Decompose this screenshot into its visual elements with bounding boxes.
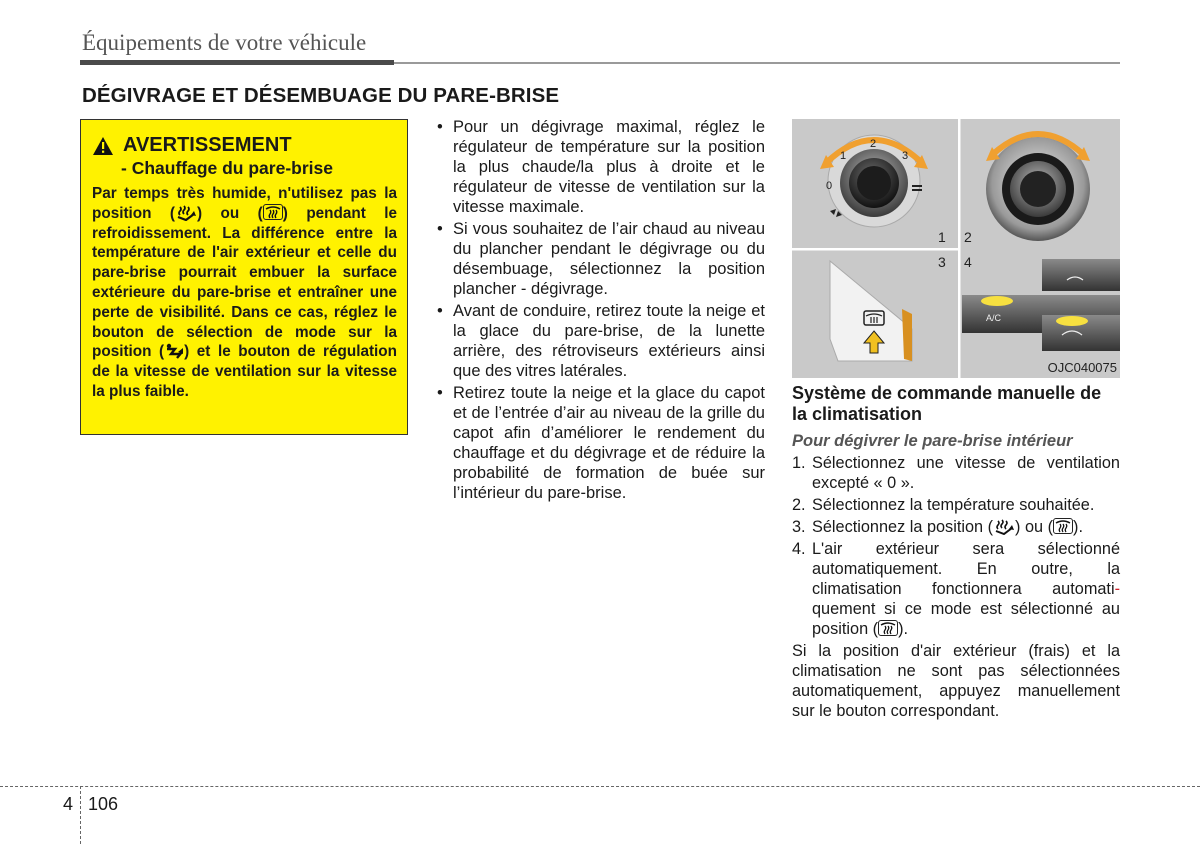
bullet-item: • Retirez toute la neige et la glace du capot et de l’entrée d’air au niveau de la grille du capot afin d’améliorer le rendement du chauffage et du dégivrage et de réduire la probabilité de formation de buée sur l’intérieur du pare-brise. — [437, 384, 765, 502]
steps-list — [792, 453, 1120, 639]
floor-defrost-mode-icon — [175, 205, 197, 221]
floor-defrost-mode-icon — [993, 519, 1015, 535]
step-item: 4. L'air extérieur sera sélectionné automatiquement. En outre, la climatisation fonctionnera automati-quement si ce mode est sélectionné au position ( ). — [792, 540, 1120, 638]
page-number: 106 — [88, 794, 119, 814]
step-number: 3. — [792, 518, 806, 536]
floor-mode-icon — [164, 343, 184, 359]
warning-box — [80, 119, 408, 435]
climate-control-figure — [792, 119, 1120, 378]
warning-heading: AVERTISSEMENT — [123, 134, 292, 156]
knob-number-1: 1 — [840, 150, 847, 162]
warning-triangle-icon — [92, 136, 114, 156]
panel-label-3: 3 — [938, 254, 946, 270]
step-item: 2. Sélectionnez la température souhaitée. — [792, 496, 1095, 514]
bullet-dot: • — [437, 384, 443, 402]
panel-label-4: 4 — [964, 254, 972, 270]
italic-heading: Pour dégivrer le pare-brise intérieur — [792, 432, 1073, 450]
header-title: Équipements de votre véhicule — [82, 30, 367, 55]
final-paragraph: Si la position d'air extérieur (frais) et la climatisation ne sont pas sélectionnées automatiquement, appuyez manuellement sur le bouton correspondant. — [792, 642, 1120, 720]
bullet-item: • Si vous souhaitez de l’air chaud au niveau du plancher pendant le dégivrage ou du désembuage, sélectionnez la position plancher - dégivrage. — [437, 220, 765, 298]
warning-body: Par temps très humide, n'utilisez pas la position ( ) ou ( ) pendant le refroidissement. La différence entre la température de l'air extérieur et celle du pare-brise pourrait embuer la surface extérieure du pare-brise et entraîner une perte de visibilité. Dans ce cas, réglez le bouton de sélection de mode sur la position ( ) et le bouton de régulation de la vitesse de ventilation sur la vitesse la plus faible. — [92, 185, 397, 400]
climate-control-illustration — [792, 119, 1120, 378]
bullet-dot: • — [437, 118, 443, 136]
right-subheading: Système de commande manuelle de la climatisation — [792, 383, 1102, 424]
knob-number-0: 0 — [826, 180, 833, 192]
step-number: 2. — [792, 496, 806, 514]
knob-number-3: 3 — [902, 150, 909, 162]
step-number: 4. — [792, 540, 806, 558]
knob-number-2: 2 — [870, 138, 877, 150]
step-item: 1. Sélectionnez une vitesse de ventilation excepté « 0 ». — [792, 454, 1120, 492]
right-column — [792, 383, 1120, 721]
bullet-dot: • — [437, 302, 443, 320]
ac-label: A/C — [986, 313, 1002, 323]
bullet-item: • Pour un dégivrage maximal, réglez le régulateur de température sur la position la plus chaude/la plus à droite et le régulateur de vitesse de ventilation sur la vitesse maximale. — [437, 118, 765, 216]
footer-dashed-divider — [80, 786, 81, 844]
defrost-mode-icon — [878, 620, 898, 636]
page-chapter: 4 — [63, 794, 74, 814]
step-item: 3. Sélectionnez la position ( ) ou ( ). — [792, 518, 1083, 536]
step-number: 1. — [792, 454, 806, 472]
footer-dashed-rule — [0, 786, 1200, 787]
hyphen-mark: - — [1114, 580, 1120, 598]
header-rule-dark — [80, 60, 394, 65]
warning-subheading: - Chauffage du pare-brise — [121, 158, 333, 178]
defrost-mode-icon — [1053, 518, 1073, 534]
panel-label-2: 2 — [964, 229, 972, 245]
figure-caption: OJC040075 — [1047, 360, 1117, 375]
defrost-mode-icon — [263, 204, 283, 220]
bullet-item: • Avant de conduire, retirez toute la neige et la glace du pare-brise, de la lunette arrière, des rétroviseurs extérieurs ainsi que des vitres latérales. — [437, 302, 765, 380]
bullet-dot: • — [437, 220, 443, 238]
middle-column — [437, 117, 765, 505]
header-rule-light — [394, 62, 1120, 64]
section-title: DÉGIVRAGE ET DÉSEMBUAGE DU PARE-BRISE — [82, 84, 560, 107]
panel-label-1: 1 — [938, 229, 946, 245]
